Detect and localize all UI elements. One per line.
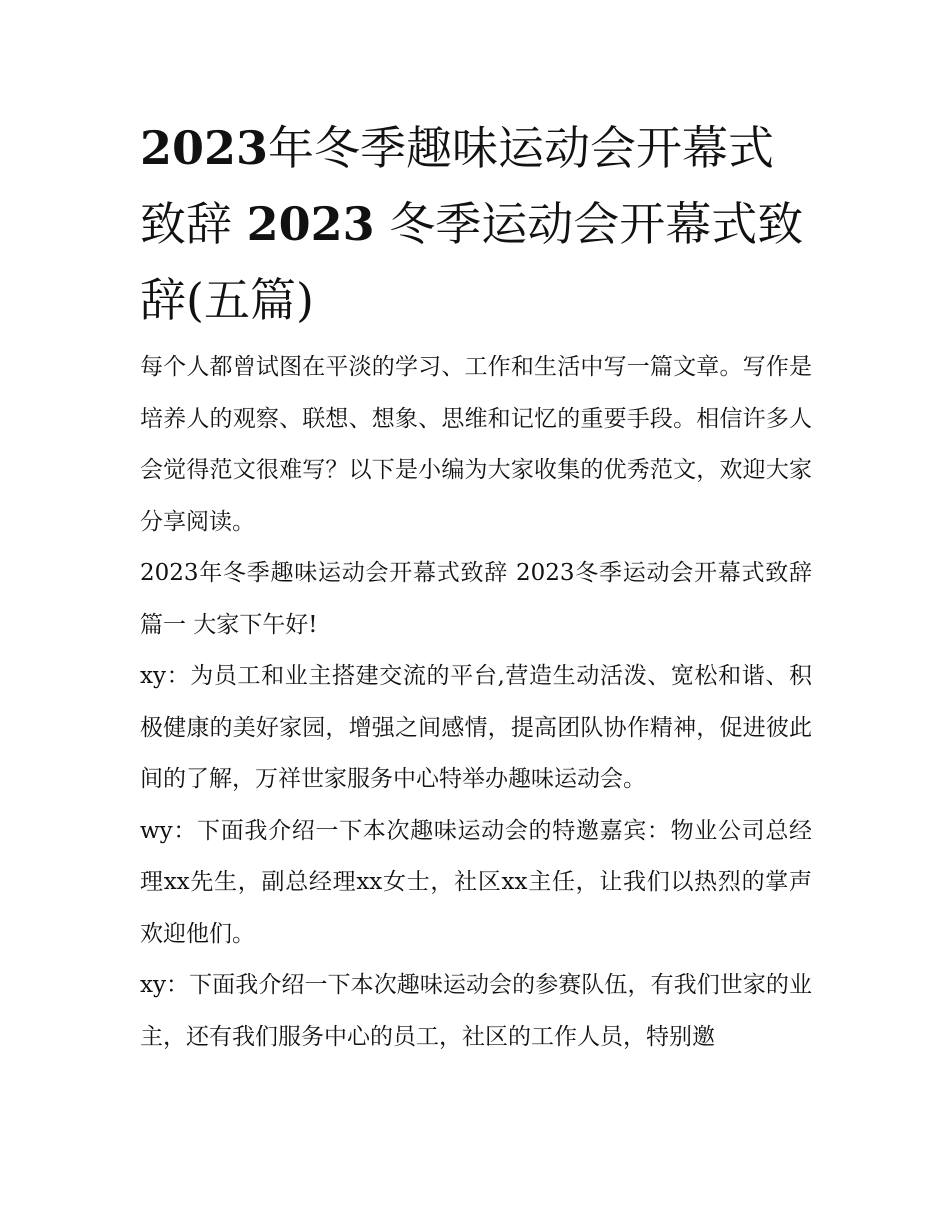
title-year-2: 2023	[246, 197, 375, 251]
wy-paragraph: wy：下面我介绍一下本次趣味运动会的特邀嘉宾：物业公司总经理xx先生，副总经理xx女士，社区xx主任，让我们以热烈的掌声欢迎他们。	[140, 817, 812, 947]
title-text-2: 冬季运动会开幕式致辞(五篇)	[140, 197, 804, 327]
title-text-1: 年冬季趣味运动会开幕式致辞	[140, 121, 775, 251]
document-title	[140, 110, 812, 338]
title-year-1: 2023	[140, 121, 269, 175]
document-page	[140, 110, 812, 1063]
speech-heading-paragraph: 2023年冬季趣味运动会开幕式致辞 2023冬季运动会开幕式致辞篇一 大家下午好!	[140, 560, 812, 638]
intro-paragraph: 每个人都曾试图在平淡的学习、工作和生活中写一篇文章。写作是培养人的观察、联想、想象、思维和记忆的重要手段。相信许多人会觉得范文很难写？以下是小编为大家收集的优秀范文，欢迎大家分享阅读。	[140, 354, 812, 535]
xy-paragraph-1: xy：为员工和业主搭建交流的平台,营造生动活泼、宽松和谐、积极健康的美好家园，增强之间感情，提高团队协作精神，促进彼此间的了解，万祥世家服务中心特举办趣味运动会。	[140, 663, 812, 792]
xy-paragraph-2: xy：下面我介绍一下本次趣味运动会的参赛队伍，有我们世家的业主，还有我们服务中心的员工，社区的工作人员，特别邀	[140, 972, 812, 1050]
